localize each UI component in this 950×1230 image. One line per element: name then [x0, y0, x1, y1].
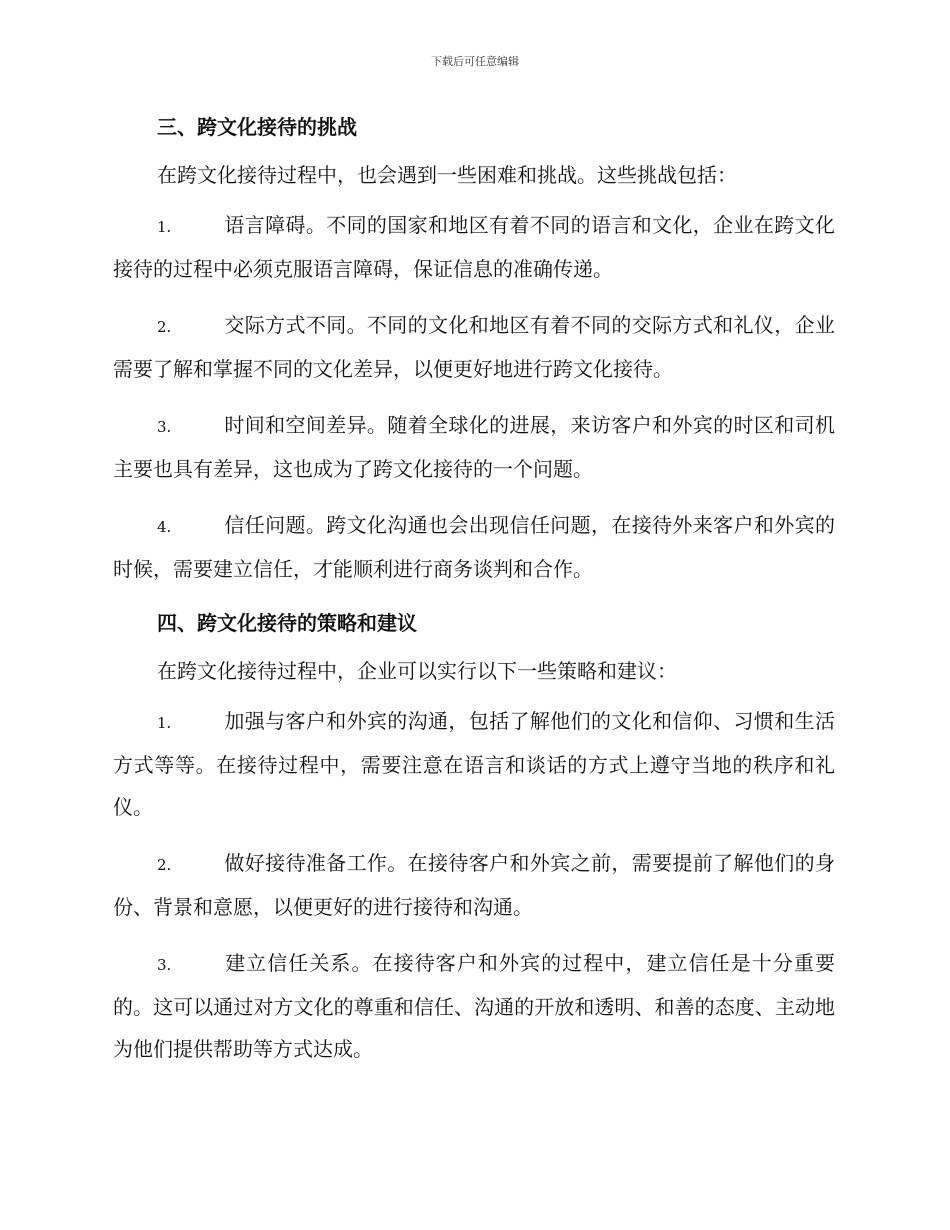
list-item-number: 1.	[157, 218, 172, 236]
list-item-text: 建立信任关系。在接待客户和外宾的过程中，建立信任是十分重要的。这可以通过对方文化的尊重和信任、沟通的开放和透明、和善的态度、主动地为他们提供帮助等方式达成。	[113, 951, 835, 1061]
list-item-text: 信任问题。跨文化沟通也会出现信任问题，在接待外来客户和外宾的时候，需要建立信任，才能顺利进行商务谈判和合作。	[113, 513, 835, 581]
list-item-number: 1.	[157, 714, 172, 732]
list-item-text: 交际方式不同。不同的文化和地区有着不同的交际方式和礼仪，企业需要了解和掌握不同的文化差异，以便更好地进行跨文化接待。	[113, 313, 835, 381]
list-item-number: 3.	[157, 418, 172, 436]
list-item-number: 2.	[157, 856, 172, 874]
section-heading-strategies: 四、跨文化接待的策略和建议	[157, 611, 417, 635]
list-item-number: 2.	[157, 318, 172, 336]
page-header: 下载后可任意编辑	[431, 55, 519, 68]
list-item	[113, 404, 835, 490]
list-item	[113, 942, 835, 1070]
list-item	[113, 842, 835, 928]
section-heading-challenges: 三、跨文化接待的挑战	[157, 115, 357, 139]
section-intro-strategies: 在跨文化接待过程中，企业可以实行以下一些策略和建议：	[157, 659, 677, 683]
document-body	[113, 108, 835, 1084]
list-item-text: 语言障碍。不同的国家和地区有着不同的语言和文化，企业在跨文化接待的过程中必须克服语言障碍，保证信息的准确传递。	[113, 213, 835, 281]
list-item-number: 3.	[157, 956, 172, 974]
section-intro-challenges: 在跨文化接待过程中，也会遇到一些困难和挑战。这些挑战包括：	[157, 163, 737, 187]
list-item	[113, 700, 835, 828]
list-item	[113, 304, 835, 390]
list-item-number: 4.	[157, 518, 172, 536]
list-item	[113, 504, 835, 590]
list-item-text: 做好接待准备工作。在接待客户和外宾之前，需要提前了解他们的身份、背景和意愿，以便更好的进行接待和沟通。	[113, 851, 835, 919]
list-item-text: 时间和空间差异。随着全球化的进展，来访客户和外宾的时区和司机主要也具有差异，这也成为了跨文化接待的一个问题。	[113, 413, 835, 481]
list-item	[113, 204, 835, 290]
list-item-text: 加强与客户和外宾的沟通，包括了解他们的文化和信仰、习惯和生活方式等等。在接待过程中，需要注意在语言和谈话的方式上遵守当地的秩序和礼仪。	[113, 709, 835, 819]
